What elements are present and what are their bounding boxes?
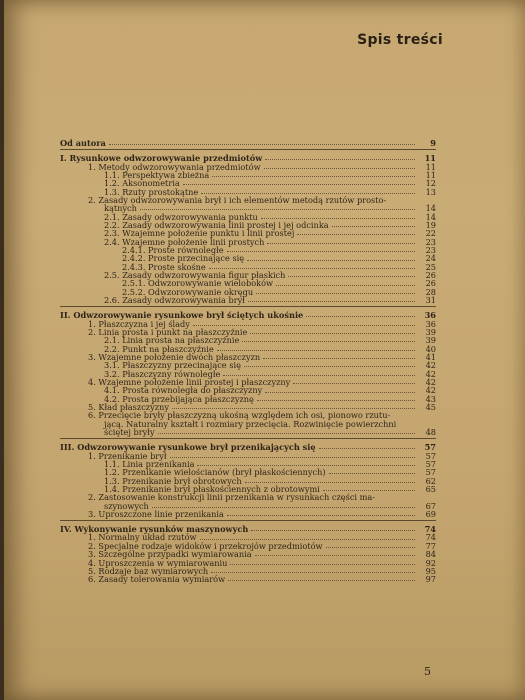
toc-page-number: 14 [425, 211, 436, 222]
dot-leader [257, 400, 415, 401]
dot-leader [193, 325, 415, 326]
dot-leader [247, 260, 415, 261]
toc-entry-title: 2.5.2. Odwzorowywanie okręgu [122, 286, 254, 297]
toc-entry-title: 1. Normalny układ rzutów [88, 532, 197, 543]
toc-page-number: 84 [425, 549, 436, 560]
toc-entry-title: 2.4. Wzajemne położenie linii prostych [104, 236, 265, 247]
dot-leader [152, 507, 415, 508]
page-number: 5 [424, 665, 431, 678]
toc-entry-title: 2.5.1. Odwzorowywanie wieloboków [122, 278, 274, 289]
dot-leader [265, 159, 415, 160]
dot-leader [323, 490, 415, 491]
toc-page-number: 74 [425, 532, 436, 543]
toc-entry-row [60, 237, 436, 245]
toc-entry-title: 3. Szczególne przypadki wymiarowania [88, 549, 252, 560]
dot-leader [267, 243, 415, 244]
toc-entry-title: 4.1. Prosta równoległa do płaszczyzny [104, 385, 263, 396]
toc-page-number: 45 [425, 401, 436, 412]
toc-page-number: 26 [425, 278, 436, 289]
toc-page-number: 9 [430, 137, 436, 148]
toc-page-number: 43 [425, 393, 436, 404]
toc-page-number: 13 [425, 186, 436, 197]
toc-page-number: 22 [425, 228, 436, 239]
dot-leader [227, 251, 415, 252]
dot-leader [288, 276, 415, 277]
toc-page-number: 28 [425, 286, 436, 297]
toc-entry-title: III. Odwzorowywanie rysunkowe brył przenikających się [60, 442, 316, 453]
toc-page-number: 11 [424, 153, 436, 164]
toc-page-number: 95 [425, 565, 436, 576]
toc-entry-row [60, 428, 436, 436]
dot-leader [263, 358, 415, 359]
toc-entry-title: kątnych [104, 203, 137, 214]
toc-page-number: 26 [425, 269, 436, 280]
toc-page-number: 69 [425, 508, 436, 519]
toc-page-number: 74 [424, 524, 436, 535]
dot-leader [245, 482, 415, 483]
toc-page-number: 42 [425, 376, 436, 387]
toc-entry-title: 1.4. Przenikanie brył płaskościennych z obrotowymi [104, 483, 320, 494]
toc-page-number: 36 [425, 318, 436, 329]
toc-entry-title: 2.1. Linia prosta na płaszczyźnie [104, 335, 240, 346]
chapter-divider [60, 306, 436, 307]
dot-leader [228, 580, 415, 581]
toc-page-number: 19 [425, 219, 436, 230]
toc-entry-title: 2. Zasady odwzorowywania brył i ich elementów metodą rzutów prosto- [88, 194, 387, 205]
dot-leader [251, 530, 415, 531]
toc-entry-title: 3.2. Płaszczyzny równoległe [104, 368, 221, 379]
toc-entry-title: 1.2. Przenikanie wielościanów (brył płaskościennych) [104, 467, 326, 478]
dot-leader [264, 168, 415, 169]
toc-entry-title: 2.2. Zasady odwzorowywania linii prostej i jej odcinka [104, 219, 329, 230]
toc-page-number: 12 [425, 178, 436, 189]
dot-leader [200, 539, 415, 540]
dot-leader [265, 392, 415, 393]
toc-entry-title: 1. Płaszczyzna i jej ślady [88, 318, 190, 329]
toc-page-number: 36 [424, 310, 436, 321]
dot-leader [319, 448, 415, 449]
toc-entry-title: ściętej bryły [104, 427, 155, 438]
dot-leader [248, 301, 415, 302]
toc-entry-row [60, 254, 436, 262]
dot-leader [255, 555, 415, 556]
toc-page-number: 62 [425, 475, 436, 486]
toc-page-number: 57 [425, 450, 436, 461]
dot-leader [230, 564, 415, 565]
dot-leader [261, 218, 415, 219]
dot-leader [170, 457, 415, 458]
toc-page-number: 39 [425, 335, 436, 346]
toc-page-number: 42 [425, 368, 436, 379]
dot-leader [244, 366, 415, 367]
toc-entry-title: 1. Przenikanie brył [88, 450, 167, 461]
toc-entry-title: 2.3. Wzajemne położenie punktu i linii prostej [104, 228, 295, 239]
dot-leader [158, 433, 415, 434]
toc-page-number: 42 [425, 385, 436, 396]
toc-chapter-row [60, 138, 436, 147]
toc-entry-title: 5. Rodzaje baz wymiarowych [88, 565, 209, 576]
toc-entry-title: 1.3. Rzuty prostokątne [104, 186, 199, 197]
toc-page-number: 97 [425, 574, 436, 585]
toc-page-number: 57 [424, 442, 436, 453]
toc-page-number: 23 [425, 236, 436, 247]
toc-page-number: 92 [425, 557, 436, 568]
dot-leader [223, 375, 415, 376]
toc-entry-title: II. Odwzorowywanie rysunkowe brył ściętych ukośnie [60, 310, 304, 321]
toc-entry-title: 2.4.3. Proste skośne [122, 261, 206, 272]
toc-page-number: 11 [425, 169, 436, 180]
toc-entry-row [60, 296, 436, 304]
toc-entry-title: 3. Uproszczone linie przenikania [88, 508, 224, 519]
toc-entry-title: jącą. Naturalny kształt i rozmiary przecięcia. Rozwinięcie powierzchni [104, 418, 397, 429]
toc-page-number: 23 [425, 244, 436, 255]
toc-page-number: 67 [425, 500, 436, 511]
toc-entry-title: 2.4.2. Proste przecinające się [122, 253, 245, 264]
dot-leader [211, 572, 415, 573]
toc-page-number: 57 [425, 458, 436, 469]
book-page [4, 0, 525, 700]
toc-page-number: 40 [425, 343, 436, 354]
toc-entry-title: 1.1. Linia przenikania [104, 458, 195, 469]
toc-entry-title: 2.5. Zasady odwzorowywania figur płaskich [104, 269, 286, 280]
toc-page-number: 42 [425, 360, 436, 371]
toc-entry-title: szynowych [104, 500, 149, 511]
toc-page-number: 65 [425, 483, 436, 494]
dot-leader [212, 176, 415, 177]
dot-leader [293, 383, 415, 384]
dot-leader [227, 515, 415, 516]
dot-leader [109, 144, 415, 145]
toc-entry-row [60, 575, 436, 583]
toc-entry-title: 6. Przecięcie bryły płaszczyzną ukośną względem ich osi, pionowo rzutu- [88, 410, 391, 421]
toc-chapter-row [60, 153, 436, 162]
toc-page-number: 24 [425, 253, 436, 264]
toc-entry-title: 4.2. Prosta przebijająca płaszczyznę [104, 393, 254, 404]
dot-leader [140, 209, 415, 210]
toc-page-number: 14 [425, 203, 436, 214]
toc-entry-title: 2. Zastosowanie konstrukcji linii przenikania w rysunkach części ma- [88, 492, 376, 503]
dot-leader [306, 316, 415, 317]
chapter-divider [60, 520, 436, 521]
toc-entry-title: 5. Kład płaszczyzny [88, 401, 169, 412]
dot-leader [297, 234, 415, 235]
dot-leader [217, 350, 415, 351]
toc-entry-title: 2. Specjalne rodzaje widoków i przekrojów przedmiotów [88, 540, 323, 551]
toc-entry-title: 2.6. Zasady odwzorowywania brył [104, 295, 245, 306]
toc-page-number: 39 [425, 326, 436, 337]
dot-leader [256, 293, 415, 294]
toc-entry-title: 2. Linia prosta i punkt na płaszczyźnie [88, 326, 248, 337]
dot-leader [250, 333, 415, 334]
table-of-contents [60, 138, 436, 583]
dot-leader [172, 408, 415, 409]
dot-leader [209, 268, 415, 269]
dot-leader [201, 193, 415, 194]
toc-entry-title: 2.1. Zasady odwzorowywania punktu [104, 211, 258, 222]
chapter-divider [60, 438, 436, 439]
dot-leader [332, 226, 415, 227]
toc-entry-title: 3. Wzajemne położenie dwóch płaszczyzn [88, 351, 261, 362]
toc-entry-row [60, 510, 436, 518]
dot-leader [183, 184, 415, 185]
toc-entry-title: 1.3. Przenikanie brył obrotowych [104, 475, 242, 486]
toc-entry-title: IV. Wykonywanie rysunków maszynowych [60, 524, 249, 535]
toc-entry-title: 2.4.1. Proste równoległe [122, 244, 224, 255]
toc-page-number: 31 [425, 295, 436, 306]
toc-entry-title: I. Rysunkowe odwzorowywanie przedmiotów [60, 153, 263, 164]
toc-entry-title: 6. Zasady tolerowania wymiarów [88, 574, 226, 585]
page-title: Spis treści [357, 32, 443, 48]
dot-leader [276, 285, 415, 286]
dot-leader [242, 341, 415, 342]
toc-entry-title: 1.1. Perspektywa zbieżna [104, 169, 210, 180]
dot-leader [329, 473, 415, 474]
toc-entry-title: 1.2. Aksonometria [104, 178, 180, 189]
toc-page-number: 77 [425, 540, 436, 551]
toc-entry-title: Od autora [60, 137, 106, 148]
toc-entry-title: 3.1. Płaszczyzny przecinające się [104, 360, 241, 371]
toc-page-number: 57 [425, 467, 436, 478]
toc-entry-title: 4. Wzajemne położenie linii prostej i płaszczyzny [88, 376, 291, 387]
toc-entry-title: 2.2. Punkt na płaszczyźnie [104, 343, 214, 354]
toc-page-number: 11 [425, 161, 436, 172]
toc-entry-title: 1. Metody odwzorowywania przedmiotów [88, 161, 261, 172]
chapter-divider [60, 149, 436, 150]
toc-entry-row [60, 246, 436, 254]
toc-entry-title: 4. Uproszczenia w wymiarowaniu [88, 557, 228, 568]
toc-page-number: 48 [425, 427, 436, 438]
toc-page-number: 25 [425, 261, 436, 272]
toc-page-number: 41 [425, 351, 436, 362]
dot-leader [197, 465, 415, 466]
dot-leader [326, 547, 415, 548]
